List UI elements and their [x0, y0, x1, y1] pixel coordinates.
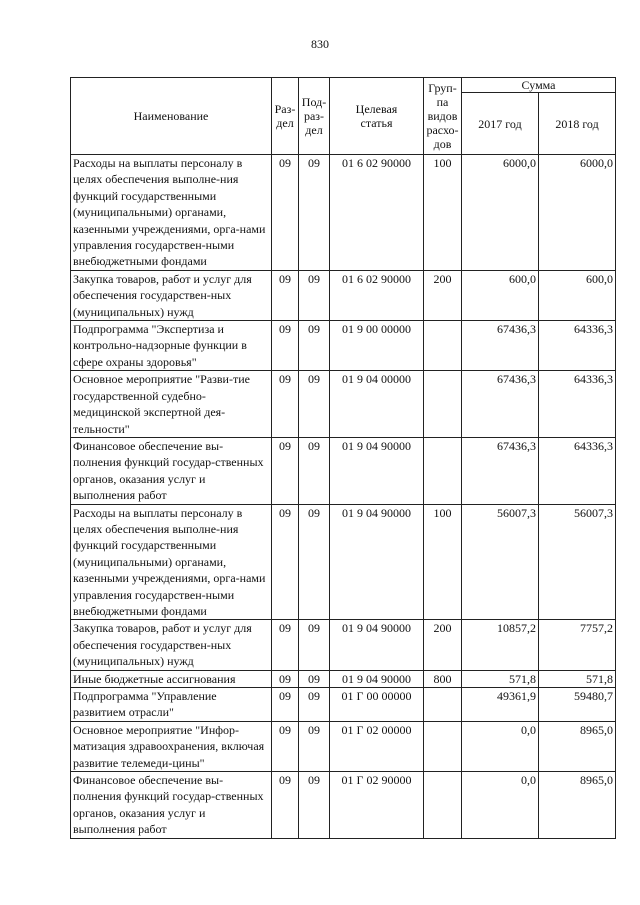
cell-s2018: 59480,7 [539, 688, 616, 722]
cell-s2018: 64336,3 [539, 321, 616, 371]
cell-name: Основное мероприятие "Инфор-матизация здравоохранения, включая развитие телемеди-цины" [71, 721, 272, 771]
cell-rz: 09 [272, 721, 299, 771]
cell-cs: 01 6 02 90000 [330, 155, 424, 271]
table-row [71, 270, 616, 320]
cell-s2018: 64336,3 [539, 371, 616, 438]
cell-vr: 200 [424, 270, 462, 320]
budget-table [70, 77, 616, 839]
cell-cs: 01 9 04 90000 [330, 504, 424, 620]
cell-vr: 200 [424, 620, 462, 670]
cell-name: Основное мероприятие "Разви-тие государственной судебно-медицинской экспертной дея-тельности" [71, 371, 272, 438]
cell-s2018: 64336,3 [539, 437, 616, 504]
table-row [71, 721, 616, 771]
cell-s2017: 49361,9 [462, 688, 539, 722]
cell-cs: 01 9 00 00000 [330, 321, 424, 371]
cell-pr: 09 [299, 270, 330, 320]
cell-pr: 09 [299, 620, 330, 670]
cell-name: Расходы на выплаты персоналу в целях обеспечения выполне-ния функций государственными (муниципальными) органами, казенными учреждениями, орга-нами управления государствен-ными внебюджетными фондами [71, 155, 272, 271]
cell-s2017: 56007,3 [462, 504, 539, 620]
cell-s2017: 67436,3 [462, 437, 539, 504]
cell-vr: 100 [424, 155, 462, 271]
cell-name: Расходы на выплаты персоналу в целях обеспечения выполне-ния функций государственными (муниципальными) органами, казенными учреждениями, орга-нами управления государствен-ными внебюджетными фондами [71, 504, 272, 620]
cell-name: Финансовое обеспечение вы-полнения функций государ-ственных органов, оказания услуг и выполнения работ [71, 437, 272, 504]
cell-s2018: 8965,0 [539, 772, 616, 839]
cell-rz: 09 [272, 270, 299, 320]
cell-rz: 09 [272, 620, 299, 670]
header-podrazdel: Под- раз- дел [299, 78, 330, 155]
header-gruppa: Груп- па видов расхо- дов [424, 78, 462, 155]
cell-pr: 09 [299, 437, 330, 504]
table-row [71, 155, 616, 271]
header-statya: Целевая статья [330, 78, 424, 155]
header-2017: 2017 год [462, 93, 539, 155]
cell-name: Подпрограмма "Экспертиза и контрольно-надзорные функции в сфере охраны здоровья" [71, 321, 272, 371]
cell-rz: 09 [272, 670, 299, 687]
cell-rz: 09 [272, 371, 299, 438]
cell-cs: 01 6 02 90000 [330, 270, 424, 320]
cell-name: Закупка товаров, работ и услуг для обеспечения государствен-ных (муниципальных) нужд [71, 270, 272, 320]
cell-vr: 800 [424, 670, 462, 687]
cell-pr: 09 [299, 371, 330, 438]
table-row [71, 504, 616, 620]
cell-pr: 09 [299, 772, 330, 839]
table-row [71, 772, 616, 839]
header-2018: 2018 год [539, 93, 616, 155]
cell-s2018: 7757,2 [539, 620, 616, 670]
cell-name: Иные бюджетные ассигнования [71, 670, 272, 687]
cell-vr [424, 371, 462, 438]
cell-cs: 01 9 04 90000 [330, 620, 424, 670]
cell-vr [424, 321, 462, 371]
cell-name: Подпрограмма "Управление развитием отрасли" [71, 688, 272, 722]
cell-pr: 09 [299, 155, 330, 271]
cell-cs: 01 9 04 00000 [330, 371, 424, 438]
table-row [71, 371, 616, 438]
cell-s2017: 6000,0 [462, 155, 539, 271]
cell-s2017: 67436,3 [462, 321, 539, 371]
table-row [71, 670, 616, 687]
cell-rz: 09 [272, 155, 299, 271]
header-razdel: Раз- дел [272, 78, 299, 155]
cell-rz: 09 [272, 321, 299, 371]
cell-s2017: 0,0 [462, 772, 539, 839]
cell-pr: 09 [299, 721, 330, 771]
table-row [71, 620, 616, 670]
cell-s2017: 571,8 [462, 670, 539, 687]
cell-s2018: 600,0 [539, 270, 616, 320]
cell-pr: 09 [299, 670, 330, 687]
cell-name: Финансовое обеспечение вы-полнения функций государ-ственных органов, оказания услуг и выполнения работ [71, 772, 272, 839]
cell-vr [424, 721, 462, 771]
cell-s2018: 56007,3 [539, 504, 616, 620]
cell-pr: 09 [299, 504, 330, 620]
cell-s2017: 0,0 [462, 721, 539, 771]
cell-vr: 100 [424, 504, 462, 620]
cell-cs: 01 Г 00 00000 [330, 688, 424, 722]
header-summa: Сумма [462, 78, 616, 93]
cell-rz: 09 [272, 688, 299, 722]
cell-rz: 09 [272, 772, 299, 839]
cell-cs: 01 9 04 90000 [330, 437, 424, 504]
cell-cs: 01 Г 02 90000 [330, 772, 424, 839]
cell-s2017: 600,0 [462, 270, 539, 320]
cell-rz: 09 [272, 437, 299, 504]
cell-vr [424, 688, 462, 722]
cell-s2018: 8965,0 [539, 721, 616, 771]
cell-rz: 09 [272, 504, 299, 620]
page-number: 830 [311, 37, 329, 51]
header-name: Наименование [71, 78, 272, 155]
cell-cs: 01 9 04 90000 [330, 670, 424, 687]
table-row [71, 437, 616, 504]
cell-s2018: 571,8 [539, 670, 616, 687]
cell-cs: 01 Г 02 00000 [330, 721, 424, 771]
table-row [71, 321, 616, 371]
cell-s2017: 67436,3 [462, 371, 539, 438]
cell-pr: 09 [299, 688, 330, 722]
cell-vr [424, 437, 462, 504]
cell-s2017: 10857,2 [462, 620, 539, 670]
cell-s2018: 6000,0 [539, 155, 616, 271]
table-row [71, 688, 616, 722]
cell-vr [424, 772, 462, 839]
cell-pr: 09 [299, 321, 330, 371]
cell-name: Закупка товаров, работ и услуг для обеспечения государствен-ных (муниципальных) нужд [71, 620, 272, 670]
